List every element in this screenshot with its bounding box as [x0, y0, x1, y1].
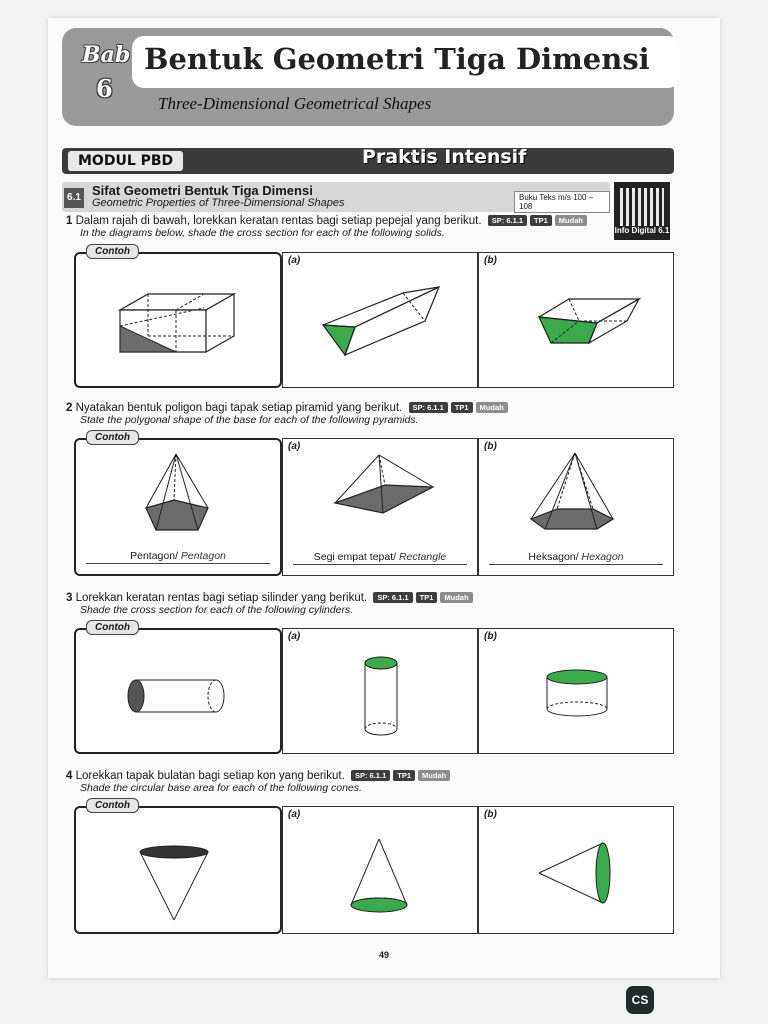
question-number: 1	[66, 215, 73, 227]
sp-tag: SP: 6.1.1	[409, 402, 448, 413]
part-a-cell	[282, 806, 478, 934]
part-a-label: (a)	[288, 441, 301, 452]
tp-tag: TP1	[393, 770, 415, 781]
practice-banner: Praktis Intensif	[362, 146, 527, 168]
question-number: 2	[66, 402, 73, 414]
tp-tag: TP1	[451, 402, 473, 413]
question-1-figures	[74, 246, 674, 388]
section-title-en: Geometric Properties of Three-Dimensional Shapes	[92, 197, 345, 209]
trapezoidal-prism-diagram	[479, 253, 675, 389]
question-text-en: State the polygonal shape of the base for each of the following pyramids.	[80, 414, 419, 426]
sp-tag: SP: 6.1.1	[373, 592, 412, 603]
camscanner-logo: CS	[626, 986, 654, 1014]
level-tag: Mudah	[555, 215, 587, 226]
page-subtitle: Three-Dimensional Geometrical Shapes	[158, 94, 432, 113]
inverted-cone-diagram	[76, 808, 284, 936]
part-b-label: (b)	[484, 631, 497, 642]
question-text-en: In the diagrams below, shade the cross section for each of the following solids.	[80, 227, 445, 239]
part-b-cell	[478, 438, 674, 576]
question-text-en: Shade the circular base area for each of the following cones.	[80, 782, 362, 794]
part-a-label: (a)	[288, 255, 301, 266]
short-cylinder-diagram	[479, 629, 675, 755]
page-title: Bentuk Geometri Tiga Dimensi	[144, 42, 650, 76]
upright-cylinder-diagram	[283, 629, 479, 755]
page-number: 49	[378, 950, 389, 960]
sp-tag: SP: 6.1.1	[351, 770, 390, 781]
module-banner	[62, 148, 674, 174]
question-number: 4	[66, 770, 73, 782]
section-title-ms: Sifat Geometri Bentuk Tiga Dimensi	[92, 183, 313, 198]
answer-en: Pentagon	[180, 550, 226, 562]
example-label: Contoh	[86, 798, 139, 813]
answer-line	[86, 550, 270, 564]
question-text-ms: Lorekkan tapak bulatan bagi setiap kon yang berikut.	[75, 770, 345, 782]
example-label: Contoh	[86, 620, 139, 635]
answer-en: Rectangle	[398, 551, 447, 563]
question-3	[66, 592, 626, 616]
section-number: 6.1	[64, 188, 84, 208]
part-b-label: (b)	[484, 809, 497, 820]
example-cell	[74, 432, 282, 576]
question-text-ms: Lorekkan keratan rentas bagi setiap silinder yang berikut.	[75, 592, 368, 604]
example-cell	[74, 622, 282, 754]
question-1	[66, 215, 626, 239]
tp-tag: TP1	[530, 215, 552, 226]
question-text-ms: Dalam rajah di bawah, lorekkan keratan rentas bagi setiap pepejal yang berikut.	[75, 215, 482, 227]
part-a-label: (a)	[288, 809, 301, 820]
question-2	[66, 402, 626, 426]
part-a-cell	[282, 628, 478, 754]
part-a-cell	[282, 438, 478, 576]
example-label: Contoh	[86, 244, 139, 259]
part-b-label: (b)	[484, 255, 497, 266]
cuboid-diagram	[76, 254, 284, 390]
level-tag: Mudah	[476, 402, 508, 413]
example-cell	[74, 246, 282, 388]
qr-code-icon	[620, 188, 664, 226]
example-cell	[74, 800, 282, 934]
section-heading	[62, 182, 610, 212]
part-b-cell	[478, 252, 674, 388]
question-3-figures	[74, 622, 674, 754]
answer-ms: Heksagon/	[528, 551, 579, 563]
example-label: Contoh	[86, 430, 139, 445]
upright-cone-diagram	[283, 807, 479, 935]
triangular-prism-diagram	[283, 253, 479, 389]
part-b-cell	[478, 628, 674, 754]
horizontal-cylinder-diagram	[76, 630, 284, 756]
level-tag: Mudah	[418, 770, 450, 781]
answer-ms: Segi empat tepat/	[313, 551, 397, 563]
question-2-figures	[74, 432, 674, 576]
part-b-cell	[478, 806, 674, 934]
chapter-badge	[82, 42, 134, 110]
question-text-ms: Nyatakan bentuk poligon bagi tapak setiap piramid yang berikut.	[75, 402, 403, 414]
question-4-figures	[74, 800, 674, 934]
question-text-en: Shade the cross section for each of the following cylinders.	[80, 604, 354, 616]
sp-tag: SP: 6.1.1	[488, 215, 527, 226]
tp-tag: TP1	[416, 592, 438, 603]
answer-line	[293, 551, 467, 565]
sideways-cone-diagram	[479, 807, 675, 935]
part-a-cell	[282, 252, 478, 388]
answer-ms: Pentagon/	[130, 550, 178, 562]
question-number: 3	[66, 592, 73, 604]
textbook-reference: Buku Teks m/s 100 – 108	[514, 191, 610, 213]
chapter-label: Bab	[82, 42, 131, 68]
answer-en: Hexagon	[581, 551, 624, 563]
chapter-number: 6	[96, 74, 113, 103]
chapter-header	[62, 28, 674, 126]
answer-line	[489, 551, 663, 565]
level-tag: Mudah	[440, 592, 472, 603]
module-label: MODUL PBD	[68, 151, 183, 171]
part-a-label: (a)	[288, 631, 301, 642]
part-b-label: (b)	[484, 441, 497, 452]
info-digital-label: Info Digital 6.1	[614, 226, 670, 235]
question-4	[66, 770, 626, 794]
worksheet-page	[48, 18, 720, 978]
